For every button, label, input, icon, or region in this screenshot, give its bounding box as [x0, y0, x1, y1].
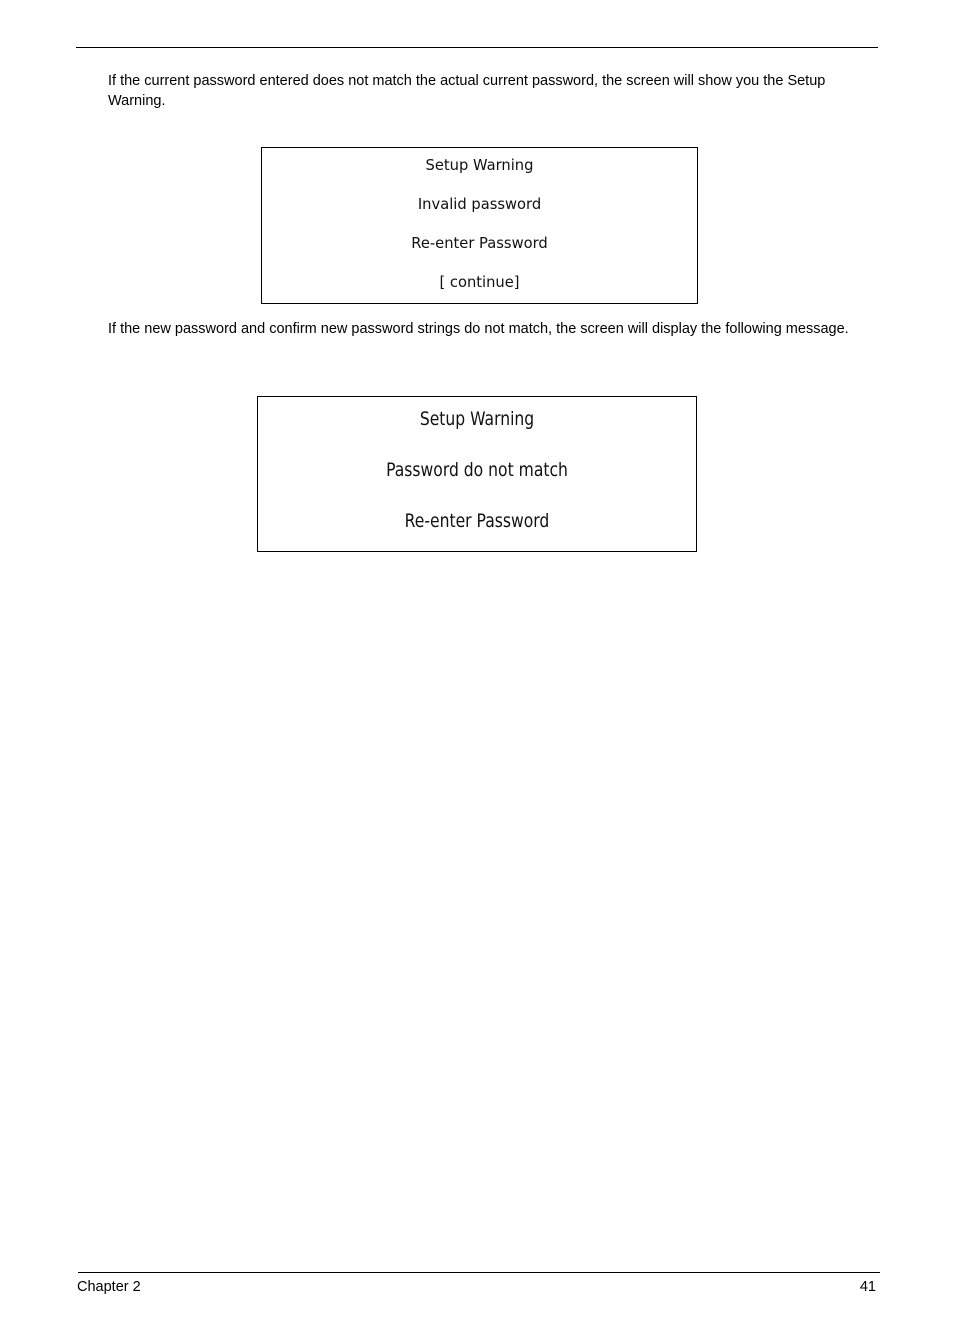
dialog-message: Password do not match [386, 459, 568, 481]
continue-button[interactable]: [ continue] [439, 273, 520, 291]
footer-chapter: Chapter 2 [77, 1279, 141, 1295]
dialog-instruction: Re-enter Password [404, 510, 550, 532]
paragraph-invalid-password: If the current password entered does not match the actual current password, the screen will show you the Setup Warning. [108, 73, 826, 109]
dialog-message: Invalid password [417, 195, 542, 213]
setup-warning-dialog-invalid-password [261, 147, 698, 304]
header-rule [76, 47, 878, 48]
dialog-instruction: Re-enter Password [411, 234, 548, 252]
paragraph-password-mismatch: If the new password and confirm new password strings do not match, the screen will display the following message. [108, 321, 849, 337]
dialog-title: Setup Warning [419, 408, 535, 430]
dialog-title: Setup Warning [425, 156, 534, 174]
footer-page-number: 41 [859, 1279, 876, 1295]
footer-rule [78, 1272, 880, 1273]
setup-warning-dialog-password-mismatch [257, 396, 697, 552]
